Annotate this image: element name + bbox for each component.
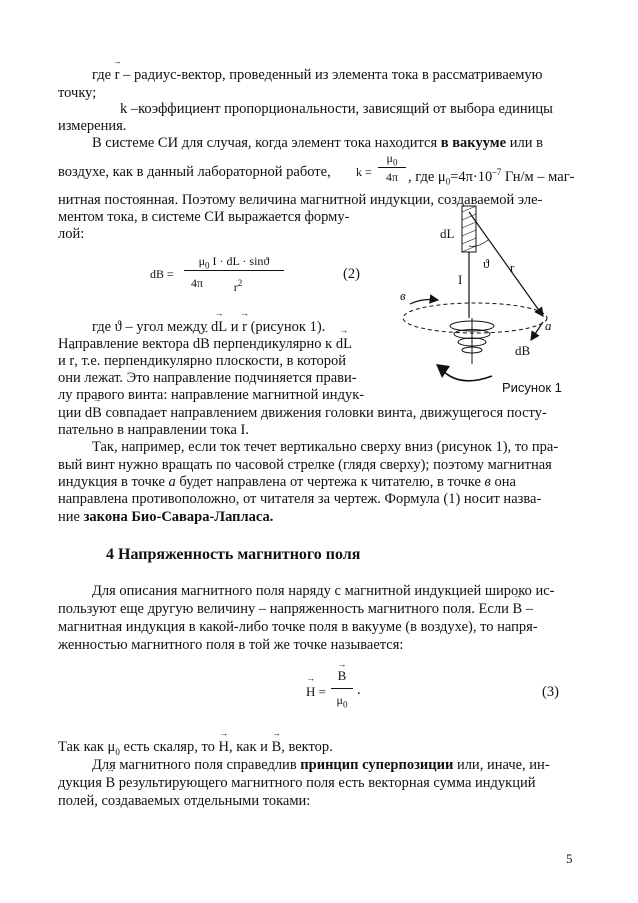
vector-r: → r — [242, 318, 247, 336]
text-line: лу правого винта: направление магнитной индук- — [58, 387, 365, 403]
k-formula-numerator: $\mu_0$ — [386, 151, 398, 168]
text-line: Для магнитного поля справедлив принцип суперпозиции или, иначе, ин- — [92, 757, 550, 773]
formula-3-denominator: $\mu_0$ — [336, 693, 348, 710]
figure-1-diagram — [380, 200, 580, 400]
text-line: и → r, т.е. перпендикулярно плоскости, в которой — [58, 352, 346, 370]
page-number: 5 — [566, 851, 573, 866]
vector-r: → r — [69, 352, 74, 370]
text-line: Так как $\mu_0$ есть скаляр, то → H, как и → B, вектор. — [58, 738, 333, 761]
label-b: в — [400, 288, 406, 303]
label-dB: dB — [515, 343, 531, 358]
label-dL: dL — [440, 226, 455, 241]
formula-2-numerator: $\mu_0$ I · dL · sinϑ — [198, 254, 270, 271]
rotation-arrow — [442, 370, 492, 381]
vector-B: → B — [92, 404, 102, 422]
text-line: Так, например, если ток течет вертикально сверху вниз (рисунок 1), то пра- — [92, 439, 559, 455]
formula-3-dot: . — [357, 682, 361, 698]
point-b-arrow — [410, 300, 438, 305]
text-line: воздухе, как в данный лабораторной работе, — [58, 164, 331, 180]
text-line: Направление вектора d→ B перпендикулярно к → dL — [58, 335, 352, 353]
text-line: ции d→ B совпадает направлением движения головки винта, движущегося посту- — [58, 404, 547, 422]
text-line: где → r – радиус-вектор, проведенный из элемента тока в рассматриваемую — [92, 66, 542, 84]
vector-B: → B — [512, 600, 522, 618]
text-line: ние закона Био-Савара-Лапласа. — [58, 509, 274, 525]
field-line-ellipse — [403, 303, 547, 333]
text-line: где ϑ – угол между → dL и → r (рисунок 1). — [92, 318, 325, 336]
text-line: Для описания магнитного поля наряду с магнитной индукцией широко ис- — [92, 583, 555, 599]
vector-H: → H — [219, 738, 229, 756]
formula-3-lhs: → H = — [306, 683, 326, 701]
text-line: они лежат. Это направление подчиняется прави- — [58, 370, 357, 386]
text-line: k –коэффициент пропорциональности, зависящий от выбора единицы — [120, 101, 553, 117]
formula-3-number: (3) — [542, 684, 559, 700]
text-line: дукция → B результирующего магнитного поля есть векторная сумма индукций — [58, 774, 536, 792]
vector-B: → B — [106, 774, 116, 792]
r-vector-arrow — [469, 212, 543, 316]
text-line: лой: — [58, 226, 85, 242]
text-line: пользуют еще другую величину – напряженность магнитного поля. Если → B – — [58, 600, 533, 618]
text-line: направлена противоположно, от читателя за чертеж. Формула (1) носит назва- — [58, 491, 542, 507]
text-line: точку; — [58, 85, 97, 101]
formula-3-bar — [331, 688, 353, 689]
vector-B: → B — [200, 335, 210, 353]
figure-caption: Рисунок 1 — [502, 380, 562, 395]
vector-dL: → dL — [211, 318, 227, 336]
vector-r: → r — [115, 66, 120, 84]
dB-vector-arrow — [531, 322, 543, 340]
text-line: полей, создаваемых отдельными токами: — [58, 793, 311, 809]
formula-2-lhs: dB = — [150, 267, 174, 281]
formula-2-bar — [184, 270, 284, 271]
screw-spiral-icon — [450, 318, 494, 364]
formula-2-denominator-2: $r^2$ — [233, 278, 243, 294]
text-line: , где $\mu_0=4\pi\cdot 10^{-7}$ Гн/м – маг- — [408, 167, 575, 187]
k-formula-lhs: k = — [356, 165, 372, 179]
text-line: вый винт нужно вращать по часовой стрелке (глядя сверху); поэтому магнитная — [58, 457, 552, 473]
k-formula-denominator: 4π — [385, 170, 399, 184]
text-line: магнитная индукция в какой-либо точке поля в вакууме (в воздухе), то напря- — [58, 619, 538, 635]
vector-B: → B — [338, 669, 347, 683]
vector-H: → H — [306, 683, 315, 701]
text-line: нитная постоянная. Поэтому величина магнитной индукции, создаваемой эле- — [58, 192, 543, 208]
formula-2-number: (2) — [343, 266, 360, 282]
theta-angle-arc — [469, 240, 488, 246]
formula-2-denominator-1: 4π — [190, 276, 204, 290]
text-line: пательно в направлении тока I. — [58, 422, 249, 438]
text-line: женностью магнитного поля в той же точке называется: — [58, 637, 404, 653]
vector-B: → B — [272, 738, 282, 756]
text-line: В системе СИ для случая, когда элемент тока находится в вакууме или в — [92, 135, 543, 151]
text-line: индукция в точке а будет направлена от чертежа к читателю, в точке в она — [58, 474, 516, 490]
label-I: I — [458, 272, 463, 287]
k-formula-bar — [378, 167, 406, 168]
text-line: измерения. — [58, 118, 127, 134]
section-heading: 4 Напряженность магнитного поля — [106, 546, 361, 563]
label-a: а — [545, 318, 552, 333]
rotation-arrowhead — [436, 364, 450, 378]
formula-3-numerator — [331, 669, 353, 683]
label-theta: ϑ — [483, 256, 490, 271]
vector-dL: → dL — [336, 335, 352, 353]
label-r: r — [510, 260, 515, 275]
text-line: ментом тока, в системе СИ выражается форму- — [58, 209, 350, 225]
